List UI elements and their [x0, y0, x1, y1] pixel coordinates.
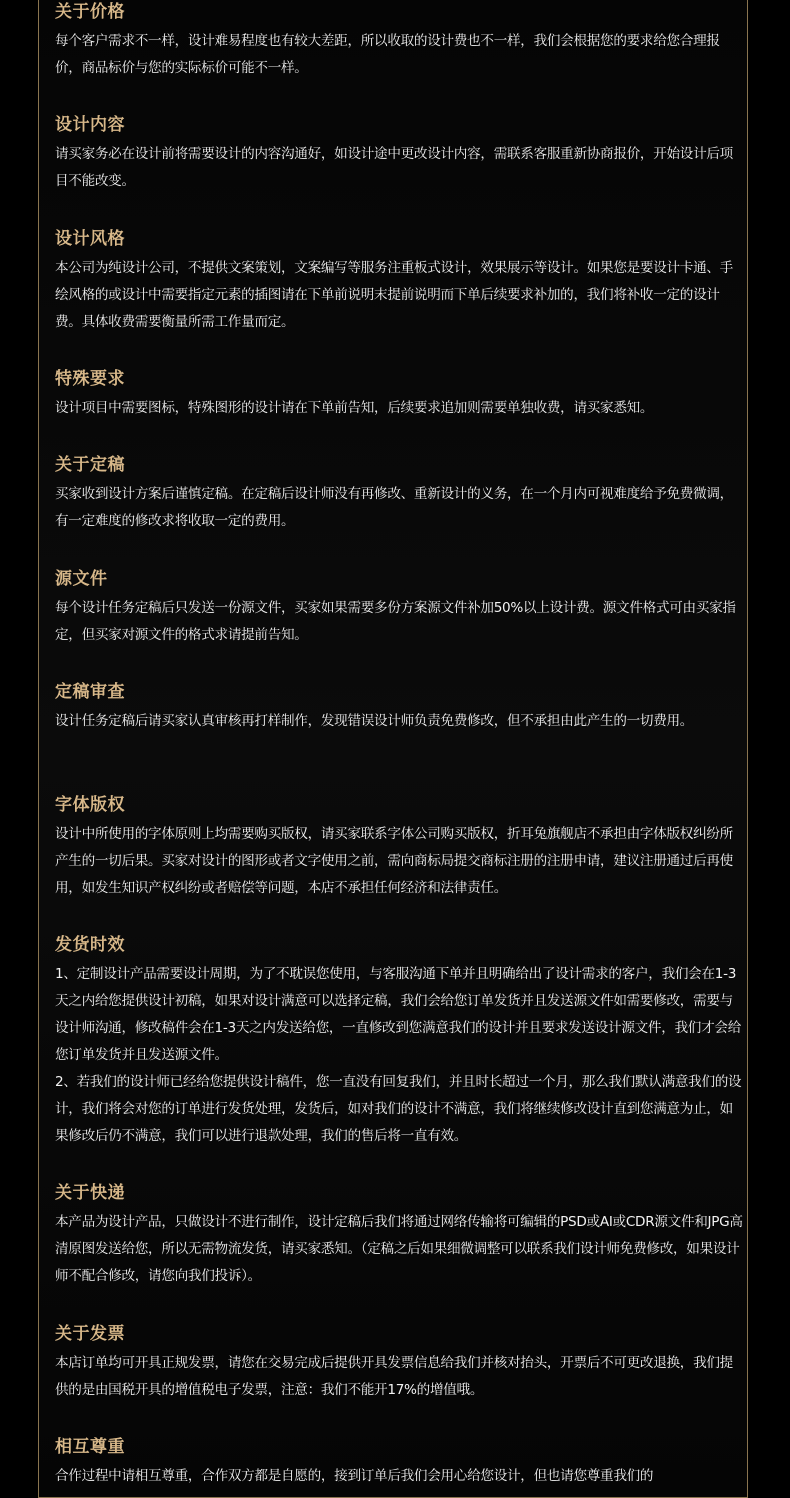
section-design-style: [55, 227, 745, 336]
section-source-files: [55, 567, 745, 649]
section-body: 合作过程中请相互尊重，合作双方都是自愿的，接到订单后我们会用心给您设计，但也请您尊重我们的: [55, 1468, 654, 1484]
section-invoice: [55, 1322, 745, 1404]
section-body: 本公司为纯设计公司，不提供文案策划，文案编写等服务注重板式设计，效果展示等设计。如果您是要设计卡通、手绘风格的或设计中需要指定元素的插图请在下单前说明末提前说明而下单后续要求补加的，我们将补收一定的设计费。具体收费需要衡量所需工作量而定。: [55, 260, 733, 330]
section-body: 1、定制设计产品需要设计周期，为了不耽误您使用，与客服沟通下单并且明确给出了设计需求的客户，我们会在1-3天之内给您提供设计初稿，如果对设计满意可以选择定稿，我们会给您订单发货并且发送源文件如需要修改，需要与设计师沟通，修改稿件会在1-3天之内发送给您，一直修改到您满意我们的设计并且要求发送设计源文件，我们才会给您订单发货并且发送源文件。 2、若我们的设计师已经给您提供设计稿件，您一直没有回复我们，并且时长超过一个月，那么我们默认满意我们的设计，我们将会对您的订单进行发货处理，发货后，如对我们的设计不满意，我们将继续修改设计直到您满意为止，如果修改后仍不满意，我们可以进行退款处理，我们的售后将一直有效。: [55, 966, 742, 1144]
section-final-review: [55, 680, 745, 735]
section-title: 关于定稿: [55, 455, 125, 475]
section-finalization: [55, 453, 745, 535]
section-title: 关于发票: [55, 1324, 125, 1344]
section-title: 相互尊重: [55, 1437, 125, 1457]
section-title: 源文件: [55, 569, 108, 589]
section-body: 每个客户需求不一样，设计难易程度也有较大差距，所以收取的设计费也不一样，我们会根据您的要求给您合理报价，商品标价与您的实际标价可能不一样。: [55, 33, 720, 76]
section-body: 设计中所使用的字体原则上均需要购买版权，请买家联系字体公司购买版权，折耳兔旗舰店不承担由字体版权纠纷所产生的一切后果。买家对设计的图形或者文字使用之前，需向商标局提交商标注册的注册申请，建议注册通过后再使用，如发生知识产权纠纷或者赔偿等问题，本店不承担任何经济和法律责任。: [55, 826, 733, 896]
section-shipping: [55, 1181, 745, 1290]
section-title: 字体版权: [55, 795, 125, 815]
section-font-copyright: [55, 793, 745, 902]
section-body: 请买家务必在设计前将需要设计的内容沟通好，如设计途中更改设计内容，需联系客服重新协商报价，开始设计后项目不能改变。: [55, 146, 733, 189]
section-mutual-respect: [55, 1435, 745, 1490]
section-title: 关于快递: [55, 1183, 125, 1203]
section-title: 特殊要求: [55, 369, 125, 389]
section-title: 设计风格: [55, 229, 125, 249]
section-body: 本产品为设计产品，只做设计不进行制作，设计定稿后我们将通过网络传输将可编辑的PSD或AI或CDR源文件和JPG高清原图发送给您，所以无需物流发货，请买家悉知。（定稿之后如果细微调整可以联系我们设计师免费修改，如果设计师不配合修改，请您向我们投诉）。: [55, 1214, 743, 1284]
section-title: 设计内容: [55, 115, 125, 135]
section-title: 发货时效: [55, 935, 125, 955]
section-body: 每个设计任务定稿后只发送一份源文件，买家如果需要多份方案源文件补加50%以上设计费。源文件格式可由买家指定，但买家对源文件的格式求请提前告知。: [55, 600, 736, 643]
section-body: 本店订单均可开具正规发票，请您在交易完成后提供开具发票信息给我们并核对抬头，开票后不可更改退换，我们提供的是由国税开具的增值税电子发票，注意：我们不能开17%的增值哦。: [55, 1355, 733, 1398]
section-body: 买家收到设计方案后谨慎定稿。在定稿后设计师没有再修改、重新设计的义务，在一个月内可视难度给予免费微调，有一定难度的修改求将收取一定的费用。: [55, 486, 733, 529]
section-design-content: [55, 113, 745, 195]
section-body: 设计项目中需要图标，特殊图形的设计请在下单前告知，后续要求追加则需要单独收费，请买家悉知。: [55, 400, 654, 416]
section-pricing: [55, 0, 745, 82]
section-title: 定稿审查: [55, 682, 125, 702]
section-title: 关于价格: [55, 2, 125, 22]
section-delivery-time: [55, 933, 745, 1150]
section-body: 设计任务定稿后请买家认真审核再打样制作，发现错误设计师负责免费修改，但不承担由此产生的一切费用。: [55, 713, 694, 729]
section-special-requirements: [55, 367, 745, 422]
